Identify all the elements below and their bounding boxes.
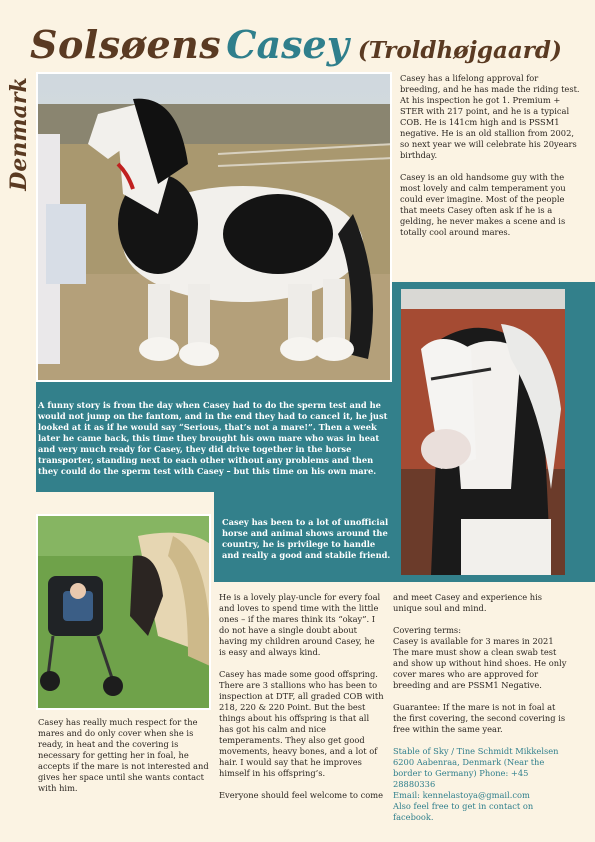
guarantee-text: Guarantee: If the mare is not in foal at the first covering, the second covering is free within the same year. (393, 702, 566, 734)
column-3-paragraph-1: and meet Casey and experience his unique soul and mind. (393, 592, 543, 613)
story-text: A funny story is from the day when Casey had to do the sperm test and he would not jump on the fantom, and in the end they had to cancel it, he just looked at it as if he would say “Serious, that’s not a mare!”. Then a week later he came back, this time they brought his own mare who was in heat and very much ready for Casey, they did drive together in the horse transporter, standing next to each other without any problems and then they could do the sperm test with Casey – but this time on his own mare. (38, 400, 388, 476)
terms-details: The mare must show a clean swab test and show up without hind shoes. He only cover mares who are approved for breeding and are PSSM1 Negative. (393, 647, 567, 690)
column-2-text (219, 592, 384, 801)
terms-line-1: Casey is available for 3 mares in 2021 (393, 636, 554, 646)
contact-address-phone: 6200 Aabenraa, Denmark (Near the border to Germany) Phone: +45 28880336 (393, 757, 545, 789)
title-accent-name: Casey (226, 22, 349, 67)
title-name: Solsøens (30, 22, 222, 67)
respect-text: Casey has really much respect for the mares and do only cover when she is ready, in heat and the covering is necessary for getting her in foal, he accepts if the mare is not interested and gives her space until she wants contact with him. (38, 717, 209, 793)
intro-text (400, 73, 580, 238)
page-title (30, 22, 590, 72)
contact-email[interactable]: Email: kennelastoya@gmail.com (393, 790, 530, 800)
terms-heading: Covering terms: (393, 625, 461, 635)
horse-headshot-photo (401, 289, 565, 575)
intro-paragraph-1: Casey has a lifelong approval for breeding, and he has made the riding test. At his inspection he got 1. Premium + STER with 217 point, and he is a typical COB. He is 141cm high and is PSSM1 negative. He is an old stallion from 2002, so next year we will celebrate his 20years birthday. (400, 73, 580, 160)
column-2-paragraph-1: He is a lovely play-uncle for every foal and loves to spend time with the little ones – if the mares think its “okay”. I do not have a single doubt about having my children around Casey, he is easy and always kind. (219, 592, 381, 657)
main-horse-photo (36, 72, 392, 382)
title-subtitle: (Troldhøjgaard) (357, 37, 562, 64)
side-country-label: Denmark (6, 77, 32, 191)
horse-headshot-illustration (401, 289, 565, 575)
intro-paragraph-2: Casey is an old handsome guy with the most lovely and calm temperament you could ever imagine. Most of the people that meets Casey often ask if he is a gelding, he never makes a scene and is totally cool around mares. (400, 172, 566, 237)
contact-name: Stable of Sky / Tine Schmidt Mikkelsen (393, 746, 559, 756)
column-2-paragraph-2: Casey has made some good offspring. There are 3 stallions who has been to inspection at DTF, all graded COB with 218, 220 & 220 Point. But the best things about his offspring is that all has got his calm and nice temperaments. They also get good movements, heavy bones, and a lot of hair. I would say that he improves himself in his offspring’s. (219, 669, 384, 778)
shows-text: Casey has been to a lot of unofficial horse and animal shows around the country, he is privilege to handle and really a good and stabile friend. (222, 517, 391, 560)
column-2-paragraph-3: Everyone should feel welcome to come (219, 790, 384, 800)
stroller-horse-illustration (38, 516, 211, 710)
column-3-text (393, 592, 571, 823)
main-horse-illustration (38, 74, 392, 382)
contact-facebook: Also feel free to get in contact on facebook. (393, 801, 534, 822)
stroller-horse-photo (36, 514, 211, 710)
